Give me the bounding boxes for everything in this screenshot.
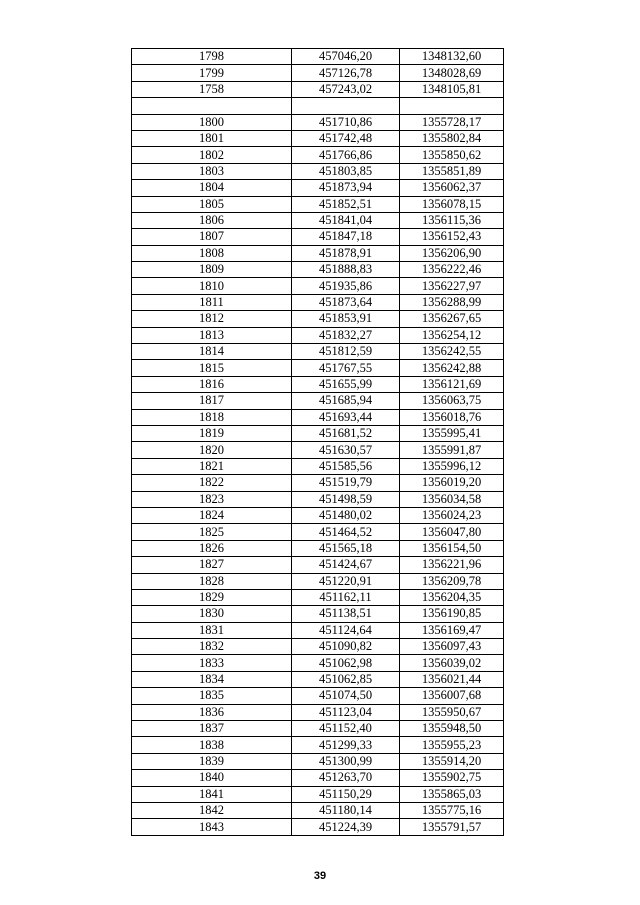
- x-coordinate-cell: 451655,99: [292, 376, 400, 392]
- table-row: [132, 130, 504, 146]
- point-number-cell: 1823: [132, 491, 292, 507]
- table-row: [132, 49, 504, 65]
- point-number-cell: 1799: [132, 65, 292, 81]
- table-row: [132, 180, 504, 196]
- table-row: [132, 606, 504, 622]
- point-number-cell: 1836: [132, 704, 292, 720]
- y-coordinate-cell: 1356115,36: [400, 212, 504, 228]
- point-number-cell: 1819: [132, 425, 292, 441]
- x-coordinate-cell: 451180,14: [292, 802, 400, 818]
- x-coordinate-cell: 451832,27: [292, 327, 400, 343]
- y-coordinate-cell: 1356047,80: [400, 524, 504, 540]
- y-coordinate-cell: 1356007,68: [400, 688, 504, 704]
- x-coordinate-cell: 451300,99: [292, 753, 400, 769]
- x-coordinate-cell: 451424,67: [292, 557, 400, 573]
- y-coordinate-cell: 1355851,89: [400, 163, 504, 179]
- table-row: [132, 311, 504, 327]
- y-coordinate-cell: 1356034,58: [400, 491, 504, 507]
- table-row: [132, 622, 504, 638]
- x-coordinate-cell: 451565,18: [292, 540, 400, 556]
- point-number-cell: 1818: [132, 409, 292, 425]
- table-row: [132, 507, 504, 523]
- x-coordinate-cell: 451498,59: [292, 491, 400, 507]
- y-coordinate-cell: 1356154,50: [400, 540, 504, 556]
- point-number-cell: 1837: [132, 721, 292, 737]
- point-number-cell: 1798: [132, 49, 292, 65]
- coordinates-table-body: [132, 49, 504, 836]
- y-coordinate-cell: 1348028,69: [400, 65, 504, 81]
- table-row: [132, 589, 504, 605]
- y-coordinate-cell: 1356204,35: [400, 589, 504, 605]
- table-row: [132, 65, 504, 81]
- y-coordinate-cell: 1355996,12: [400, 458, 504, 474]
- point-number-cell: 1828: [132, 573, 292, 589]
- x-coordinate-cell: 451062,98: [292, 655, 400, 671]
- table-row: [132, 819, 504, 835]
- table-row: [132, 639, 504, 655]
- table-row: [132, 262, 504, 278]
- x-coordinate-cell: 451767,55: [292, 360, 400, 376]
- point-number-cell: 1815: [132, 360, 292, 376]
- x-coordinate-cell: 451873,64: [292, 294, 400, 310]
- x-coordinate-cell: 451681,52: [292, 425, 400, 441]
- x-coordinate-cell: 451742,48: [292, 130, 400, 146]
- table-row: [132, 98, 504, 114]
- point-number-cell: 1811: [132, 294, 292, 310]
- table-row: [132, 393, 504, 409]
- table-row: [132, 688, 504, 704]
- table-row: [132, 704, 504, 720]
- x-coordinate-cell: 451888,83: [292, 262, 400, 278]
- y-coordinate-cell: 1356078,15: [400, 196, 504, 212]
- point-number-cell: 1800: [132, 114, 292, 130]
- x-coordinate-cell: 451878,91: [292, 245, 400, 261]
- x-coordinate-cell: 451062,85: [292, 671, 400, 687]
- y-coordinate-cell: 1356221,96: [400, 557, 504, 573]
- point-number-cell: 1829: [132, 589, 292, 605]
- x-coordinate-cell: 457243,02: [292, 81, 400, 97]
- point-number-cell: 1810: [132, 278, 292, 294]
- x-coordinate-cell: 451585,56: [292, 458, 400, 474]
- y-coordinate-cell: 1356254,12: [400, 327, 504, 343]
- table-row: [132, 524, 504, 540]
- point-number-cell: 1806: [132, 212, 292, 228]
- y-coordinate-cell: 1355902,75: [400, 770, 504, 786]
- table-row: [132, 475, 504, 491]
- x-coordinate-cell: 451710,86: [292, 114, 400, 130]
- point-number-cell: 1839: [132, 753, 292, 769]
- point-number-cell: 1816: [132, 376, 292, 392]
- table-row: [132, 114, 504, 130]
- x-coordinate-cell: 451124,64: [292, 622, 400, 638]
- point-number-cell: 1826: [132, 540, 292, 556]
- table-row: [132, 212, 504, 228]
- point-number-cell: 1809: [132, 262, 292, 278]
- point-number-cell: 1805: [132, 196, 292, 212]
- x-coordinate-cell: [292, 98, 400, 114]
- y-coordinate-cell: 1356024,23: [400, 507, 504, 523]
- y-coordinate-cell: 1355914,20: [400, 753, 504, 769]
- table-row: [132, 557, 504, 573]
- x-coordinate-cell: 451630,57: [292, 442, 400, 458]
- y-coordinate-cell: 1356121,69: [400, 376, 504, 392]
- point-number-cell: 1825: [132, 524, 292, 540]
- page-number: 39: [313, 870, 327, 882]
- y-coordinate-cell: 1356222,46: [400, 262, 504, 278]
- point-number-cell: 1842: [132, 802, 292, 818]
- point-number-cell: 1840: [132, 770, 292, 786]
- x-coordinate-cell: 451074,50: [292, 688, 400, 704]
- point-number-cell: 1833: [132, 655, 292, 671]
- point-number-cell: 1814: [132, 344, 292, 360]
- table-row: [132, 344, 504, 360]
- x-coordinate-cell: 451263,70: [292, 770, 400, 786]
- point-number-cell: 1807: [132, 229, 292, 245]
- point-number-cell: 1812: [132, 311, 292, 327]
- point-number-cell: 1803: [132, 163, 292, 179]
- table-row: [132, 491, 504, 507]
- y-coordinate-cell: 1356267,65: [400, 311, 504, 327]
- point-number-cell: 1804: [132, 180, 292, 196]
- x-coordinate-cell: 451464,52: [292, 524, 400, 540]
- y-coordinate-cell: 1356019,20: [400, 475, 504, 491]
- point-number-cell: 1834: [132, 671, 292, 687]
- point-number-cell: 1817: [132, 393, 292, 409]
- point-number-cell: 1802: [132, 147, 292, 163]
- x-coordinate-cell: 451852,51: [292, 196, 400, 212]
- point-number-cell: 1835: [132, 688, 292, 704]
- y-coordinate-cell: 1356206,90: [400, 245, 504, 261]
- y-coordinate-cell: 1356227,97: [400, 278, 504, 294]
- table-row: [132, 442, 504, 458]
- y-coordinate-cell: 1356018,76: [400, 409, 504, 425]
- x-coordinate-cell: 451847,18: [292, 229, 400, 245]
- point-number-cell: 1832: [132, 639, 292, 655]
- point-number-cell: 1808: [132, 245, 292, 261]
- table-row: [132, 655, 504, 671]
- y-coordinate-cell: 1355995,41: [400, 425, 504, 441]
- point-number-cell: 1801: [132, 130, 292, 146]
- table-row: [132, 425, 504, 441]
- table-row: [132, 802, 504, 818]
- x-coordinate-cell: 457046,20: [292, 49, 400, 65]
- point-number-cell: 1820: [132, 442, 292, 458]
- table-row: [132, 147, 504, 163]
- y-coordinate-cell: 1356190,85: [400, 606, 504, 622]
- y-coordinate-cell: 1355775,16: [400, 802, 504, 818]
- x-coordinate-cell: 451090,82: [292, 639, 400, 655]
- table-row: [132, 409, 504, 425]
- point-number-cell: 1831: [132, 622, 292, 638]
- x-coordinate-cell: 451123,04: [292, 704, 400, 720]
- x-coordinate-cell: 451220,91: [292, 573, 400, 589]
- x-coordinate-cell: 451162,11: [292, 589, 400, 605]
- x-coordinate-cell: 451480,02: [292, 507, 400, 523]
- table-row: [132, 376, 504, 392]
- y-coordinate-cell: 1348105,81: [400, 81, 504, 97]
- table-row: [132, 229, 504, 245]
- y-coordinate-cell: 1356288,99: [400, 294, 504, 310]
- point-number-cell: 1813: [132, 327, 292, 343]
- point-number-cell: 1830: [132, 606, 292, 622]
- point-number-cell: 1843: [132, 819, 292, 835]
- y-coordinate-cell: 1356169,47: [400, 622, 504, 638]
- point-number-cell: 1824: [132, 507, 292, 523]
- y-coordinate-cell: 1355991,87: [400, 442, 504, 458]
- x-coordinate-cell: 451519,79: [292, 475, 400, 491]
- x-coordinate-cell: 451299,33: [292, 737, 400, 753]
- y-coordinate-cell: 1356097,43: [400, 639, 504, 655]
- x-coordinate-cell: 451224,39: [292, 819, 400, 835]
- point-number-cell: 1821: [132, 458, 292, 474]
- y-coordinate-cell: 1355865,03: [400, 786, 504, 802]
- x-coordinate-cell: 451803,85: [292, 163, 400, 179]
- x-coordinate-cell: 451138,51: [292, 606, 400, 622]
- table-row: [132, 327, 504, 343]
- table-row: [132, 245, 504, 261]
- table-row: [132, 360, 504, 376]
- point-number-cell: [132, 98, 292, 114]
- y-coordinate-cell: 1355728,17: [400, 114, 504, 130]
- table-row: [132, 540, 504, 556]
- y-coordinate-cell: 1356063,75: [400, 393, 504, 409]
- y-coordinate-cell: 1355802,84: [400, 130, 504, 146]
- point-number-cell: 1841: [132, 786, 292, 802]
- y-coordinate-cell: 1356152,43: [400, 229, 504, 245]
- y-coordinate-cell: 1355948,50: [400, 721, 504, 737]
- point-number-cell: 1758: [132, 81, 292, 97]
- table-row: [132, 196, 504, 212]
- x-coordinate-cell: 451935,86: [292, 278, 400, 294]
- x-coordinate-cell: 451685,94: [292, 393, 400, 409]
- x-coordinate-cell: 451766,86: [292, 147, 400, 163]
- y-coordinate-cell: 1355950,67: [400, 704, 504, 720]
- table-row: [132, 753, 504, 769]
- point-number-cell: 1838: [132, 737, 292, 753]
- y-coordinate-cell: 1356242,88: [400, 360, 504, 376]
- table-row: [132, 737, 504, 753]
- x-coordinate-cell: 451693,44: [292, 409, 400, 425]
- table-row: [132, 163, 504, 179]
- table-row: [132, 770, 504, 786]
- point-number-cell: 1822: [132, 475, 292, 491]
- x-coordinate-cell: 451150,29: [292, 786, 400, 802]
- y-coordinate-cell: 1355955,23: [400, 737, 504, 753]
- table-row: [132, 81, 504, 97]
- x-coordinate-cell: 451152,40: [292, 721, 400, 737]
- y-coordinate-cell: 1356209,78: [400, 573, 504, 589]
- table-row: [132, 786, 504, 802]
- x-coordinate-cell: 451812,59: [292, 344, 400, 360]
- table-row: [132, 278, 504, 294]
- x-coordinate-cell: 451841,04: [292, 212, 400, 228]
- y-coordinate-cell: 1356039,02: [400, 655, 504, 671]
- x-coordinate-cell: 451873,94: [292, 180, 400, 196]
- table-row: [132, 458, 504, 474]
- y-coordinate-cell: 1348132,60: [400, 49, 504, 65]
- y-coordinate-cell: 1355850,62: [400, 147, 504, 163]
- table-row: [132, 294, 504, 310]
- x-coordinate-cell: 451853,91: [292, 311, 400, 327]
- y-coordinate-cell: [400, 98, 504, 114]
- x-coordinate-cell: 457126,78: [292, 65, 400, 81]
- y-coordinate-cell: 1356062,37: [400, 180, 504, 196]
- coordinates-table: [131, 48, 504, 836]
- table-row: [132, 671, 504, 687]
- y-coordinate-cell: 1355791,57: [400, 819, 504, 835]
- table-row: [132, 721, 504, 737]
- y-coordinate-cell: 1356021,44: [400, 671, 504, 687]
- y-coordinate-cell: 1356242,55: [400, 344, 504, 360]
- table-row: [132, 573, 504, 589]
- point-number-cell: 1827: [132, 557, 292, 573]
